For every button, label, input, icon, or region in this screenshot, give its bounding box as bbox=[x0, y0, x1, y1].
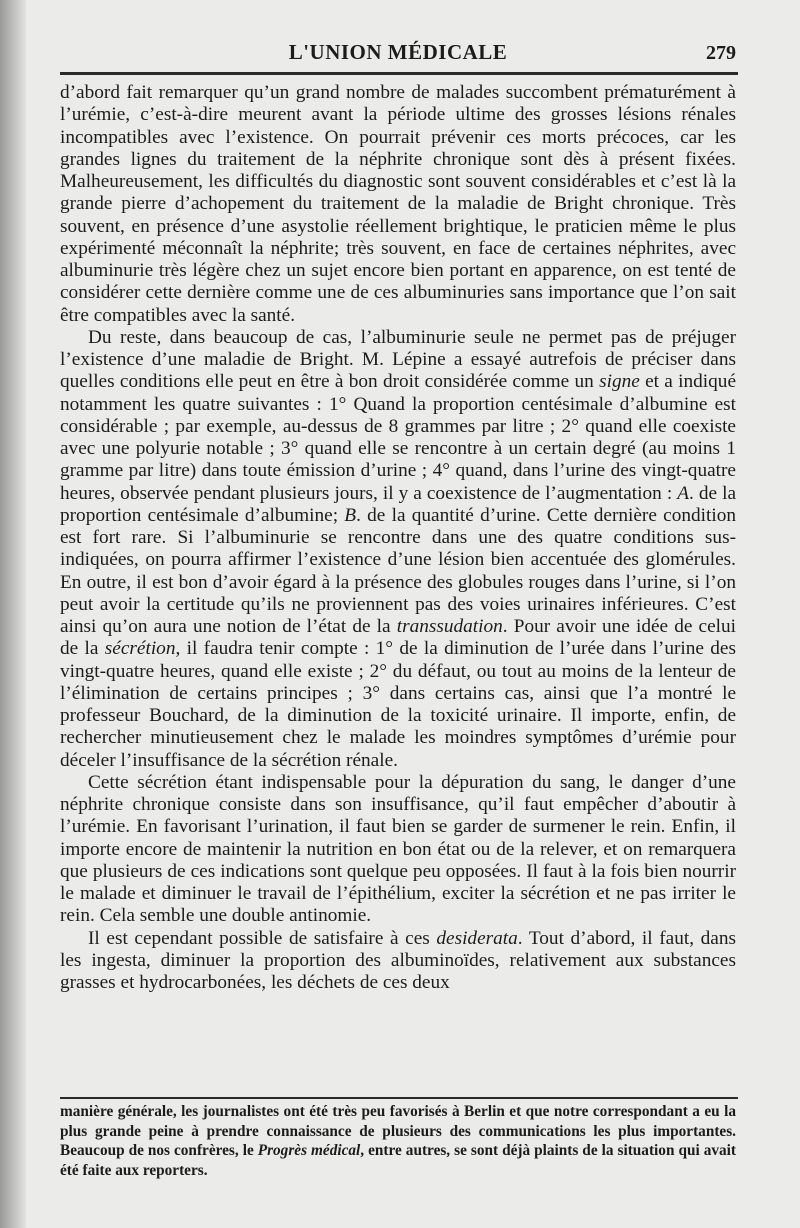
italic-term: transsudation bbox=[396, 616, 503, 637]
paragraph-p3 bbox=[60, 772, 736, 928]
body-text bbox=[60, 82, 736, 994]
text-run: . de la quantité d’urine. Cette dernière condition est fort rare. Si l’albuminurie se rencontre dans une des quatre conditions sus-indiquées, on pourra affirmer l’existence d’une lésion bien accentuée des glomérules. En outre, il est bon d’avoir égard à la présence des globules rouges dans l’urine, si l’on peut avoir la certitude qu’ils ne proviennent pas des voies urinaires inférieures. C’est ainsi qu’on aura une notion de l’état de la bbox=[60, 504, 736, 637]
running-title: L'UNION MÉDICALE bbox=[288, 40, 508, 64]
footnote-rule bbox=[60, 1097, 738, 1099]
header-rule bbox=[60, 72, 738, 75]
page-number: 279 bbox=[706, 42, 736, 64]
text-run: manière générale, les journalistes ont été très peu favorisés à Berlin et que notre correspondant a eu la plus grande peine à prendre connaissance de plusieurs des communications les plus importantes. Beaucoup de nos confrères, le bbox=[60, 1103, 736, 1159]
text-run: Du reste, dans beaucoup de cas, l’albuminurie seule ne permet pas de préjuger l’existence d’une maladie de Bright. M. Lépine a essayé autrefois de préciser dans quelles conditions elle peut en être à bon droit considérée comme un bbox=[60, 326, 736, 393]
text-run: d’abord fait remarquer qu’un grand nombre de malades succombent prématurément à l’urémie, c’est-à-dire meurent avant la période ultime des grosses lésions rénales incompatibles avec l’existence. On pourrait prévenir ces morts précoces, car les grandes lignes du traitement de la néphrite chronique sont dès à présent fixées. Malheureusement, les difficultés du diagnostic sont souvent considérables et c’est là la grande pierre d’achopement du traitement de la maladie de Bright chronique. Très souvent, en présence d’une asystolie réellement brightique, le praticien même le plus expérimenté méconnaît la néphrite; très souvent, en face de certaines néphrites, avec albuminurie très légère chez un sujet encore bien portant en apparence, on est tenté de considérer cette dernière comme une de ces albuminuries sans importance que l’on sait être compatibles avec la santé. bbox=[60, 82, 736, 326]
text-run: Cette sécrétion étant indispensable pour la dépuration du sang, le danger d’une néphrite chronique consiste dans son insuffisance, qu’il faut empêcher d’aboutir à l’urémie. En favorisant l’urination, il faut bien se garder de surmener le rein. Enfin, il importe encore de maintenir la nutrition en bon état ou de la relever, et on remarquera que plusieurs de ces indications sont quelque peu opposées. Il faut à la fois bien nourrir le malade et diminuer le travail de l’épithélium, exciter la sécrétion et ne pas irriter le rein. Cela semble une double antinomie. bbox=[60, 771, 736, 927]
italic-term: Progrès médical bbox=[257, 1142, 361, 1159]
paragraph-p1 bbox=[60, 82, 736, 327]
text-run: , il faudra tenir compte : 1° de la diminution de l’urée dans l’urine des vingt-quatre heures, quand elle existe ; 2° du défaut, ou tout au moins de la lenteur de l’élimination de certains principes ; 3° dans certains cas, ainsi que l’a montré le professeur Bouchard, de la diminution de la toxicité urinaire. Il importe, enfin, de rechercher minutieusement chez le malade les moindres symptômes d’urémie pour déceler l’insuffisance de la sécrétion rénale. bbox=[60, 638, 736, 771]
text-run: , entre autres, se sont déjà plaints de la situation qui avait été faite aux reporters. bbox=[60, 1142, 736, 1179]
text-run: . Tout d’abord, il faut, dans les ingesta, diminuer la proportion des albuminoïdes, relativement aux substances grasses et hydrocarbonées, les déchets de ces deux bbox=[60, 927, 736, 993]
italic-term: desiderata bbox=[436, 927, 518, 949]
italic-term: sécrétion bbox=[104, 638, 176, 660]
text-run: . de la proportion centésimale d’albumine; bbox=[60, 482, 736, 526]
text-run: Il est cependant possible de satisfaire à ces bbox=[88, 927, 437, 949]
text-run: et a indiqué notamment les quatre suivantes : 1° Quand la proportion centésimale d’albumine est considérable ; par exemple, au-dessus de 8 grammes par litre ; 2° quand elle coexiste avec une polyurie notable ; 3° quand elle se rencontre à un certain degré (au moins 1 gramme par litre) dans toute émission d’urine ; 4° quand, dans l’urine des vingt-quatre heures, observée pendant plusieurs jours, il y a coexistence de l’augmentation : bbox=[60, 371, 736, 504]
italic-term: B bbox=[344, 504, 357, 526]
italic-term: A bbox=[677, 482, 689, 504]
text-run: . Pour avoir une idée de celui de la bbox=[60, 616, 737, 660]
paragraph-p2 bbox=[60, 327, 736, 772]
italic-term: signe bbox=[599, 371, 640, 393]
paragraph-p4 bbox=[60, 928, 736, 995]
binding-shadow bbox=[0, 0, 26, 1228]
page-header bbox=[60, 34, 736, 70]
footnote bbox=[60, 1102, 736, 1180]
